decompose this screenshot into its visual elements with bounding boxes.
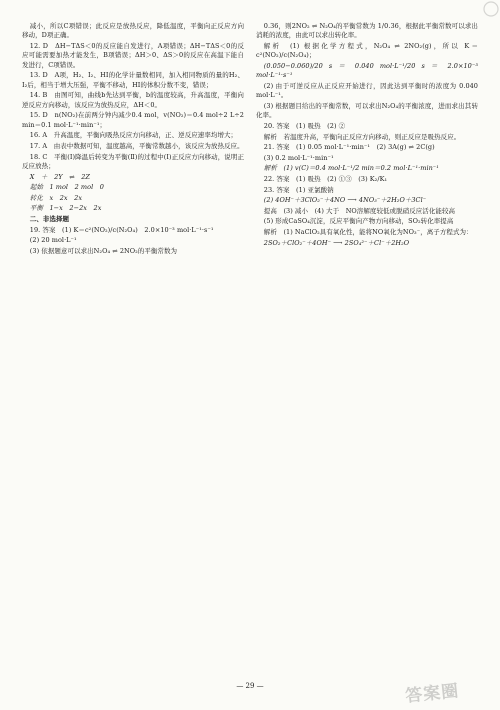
text-line: 17. A 由表中数据可知，温度越高，平衡常数越小，该反应为放热反应。 (29, 142, 244, 150)
text-line: 12. D ΔH−TΔS＜0的反应能自发进行，A项错误；ΔH−TΔS＜0的反应可能需要加热才能发生，B项错误；ΔH＞0、ΔS＞0的反应在高温下能自发进行，C项错误。 (22, 42, 244, 69)
text-line: 解析 (1) NaClO₂具有氧化性，能将NO氧化为NO₃⁻，离子方程式为： (263, 227, 473, 236)
text-line: 13. D A项，H₂、I₂、HI的化学计量数相同，加入相同物质的量的H₂、I₂后，相当于增大压强，平衡不移动，HI的体积分数不变，错误； (22, 71, 244, 89)
corner-mark-icon (482, 0, 500, 18)
answer-line: 22. 答案 (1) 吸热 (2) ①③ (3) K₂/K₁ (263, 174, 388, 183)
text-line: (3) 根据题目给出的平衡常数，可以求出N₂O₄的平衡浓度，进而求出其转化率。 (256, 102, 478, 120)
text-line: 0.36，则2NO₂ ⇌ N₂O₄的平衡常数为 1/0.36，根据此平衡常数可以求出消耗的浓度，由此可以求出转化率。 (256, 22, 478, 40)
text-line: (2) 由于可逆反应从正反应开始进行，因此达到平衡时的浓度为 0.040 mol·L⁻¹。 (256, 82, 478, 100)
answer-line: (2) 20 mol·L⁻¹ (29, 236, 77, 245)
formula-line: 2SO₂＋ClO₂⁻＋4OH⁻ ⟶ 2SO₄²⁻＋Cl⁻＋2H₂O (263, 238, 410, 247)
formula-line: 解析 (1) v(C)＝0.4 mol·L⁻¹/2 min＝0.2 mol·L⁻¹·min⁻¹ (263, 164, 439, 173)
text-line: 15. D n(NO₂)在前两分钟内减少0.4 mol，v(NO₂)＝0.4 mol÷2 L÷2 min＝0.1 mol·L⁻¹·min⁻¹； (22, 111, 244, 129)
text-line: 解析 (1) 根据化学方程式，N₂O₄ ⇌ 2NO₂(g)，所以 K＝c²(NO₂)/c(N₂O₄)； (256, 42, 478, 60)
text-line: 14. B 由图可知，曲线b先达到平衡，b的温度较高，升高温度，平衡向逆反应方向移动，该反应为放热反应，ΔH＜0。 (22, 91, 244, 109)
reaction-row: 转化 x 2x 2x (29, 193, 83, 202)
answer-line: (3) 0.2 mol·L⁻¹·min⁻¹ (263, 153, 334, 162)
page-number: — 29 — (236, 682, 264, 690)
reaction-row: 起始 1 mol 2 mol 0 (29, 183, 104, 192)
answer-line: 提高 (3) 减小 (4) 大于 NO溶解度较低或脱硝反应活化能较高 (263, 206, 456, 215)
section-heading: 二、非选择题 (29, 214, 70, 223)
formula-line: (0.050−0.060)/20 s ＝ 0.040 mol·L⁻¹/20 s ＝ 2.0×10⁻³ mol·L⁻¹·s⁻¹ (256, 62, 478, 80)
answer-line: 21. 答案 (1) 0.05 mol·L⁻¹·min⁻¹ (2) 3A(g) ⇌ 2C(g) (263, 143, 435, 152)
text-line: 减小，所以C项错误；此反应是放热反应，降低温度，平衡向正反应方向移动，D项正确。 (22, 22, 244, 40)
reaction-line: X ＋ 2Y ⇌ 2Z (29, 172, 90, 181)
text-line: 18. C 平衡(Ⅰ)降温后转变为平衡(Ⅱ)的过程中(Ⅰ)正反应方向移动，说明正反应放热； (22, 152, 244, 170)
formula-line: (2) 4OH⁻＋3ClO₂⁻＋4NO ⟶ 4NO₃⁻＋2H₂O＋3Cl⁻ (263, 196, 427, 205)
watermark-logo: 答案圈 (404, 680, 461, 707)
answer-line: 19. 答案 (1) K＝c²(NO₂)/c(N₂O₄) 2.0×10⁻³ mol·L⁻¹·s⁻¹ (29, 225, 214, 234)
answer-line: 20. 答案 (1) 吸热 (2) ② (263, 122, 346, 130)
two-column-body (22, 22, 480, 682)
answer-line: 23. 答案 (1) 亚氯酸钠 (263, 185, 334, 194)
left-column (22, 22, 244, 682)
text-line: 16. A 升高温度，平衡向吸热反应方向移动，正、逆反应速率均增大； (29, 131, 238, 140)
answer-line: (3) 依据题意可以求出N₂O₄ ⇌ 2NO₂的平衡常数为 (29, 246, 178, 255)
reaction-row: 平衡 1−x 2−2x 2x (29, 204, 102, 213)
right-column (256, 22, 478, 682)
text-line: 解析 若温度升高，平衡向正反应方向移动，则正反应是吸热反应。 (263, 132, 461, 141)
answer-line: (5) 形成CaSO₄沉淀，反应平衡向产物方向移动，SO₂转化率提高 (263, 217, 454, 226)
